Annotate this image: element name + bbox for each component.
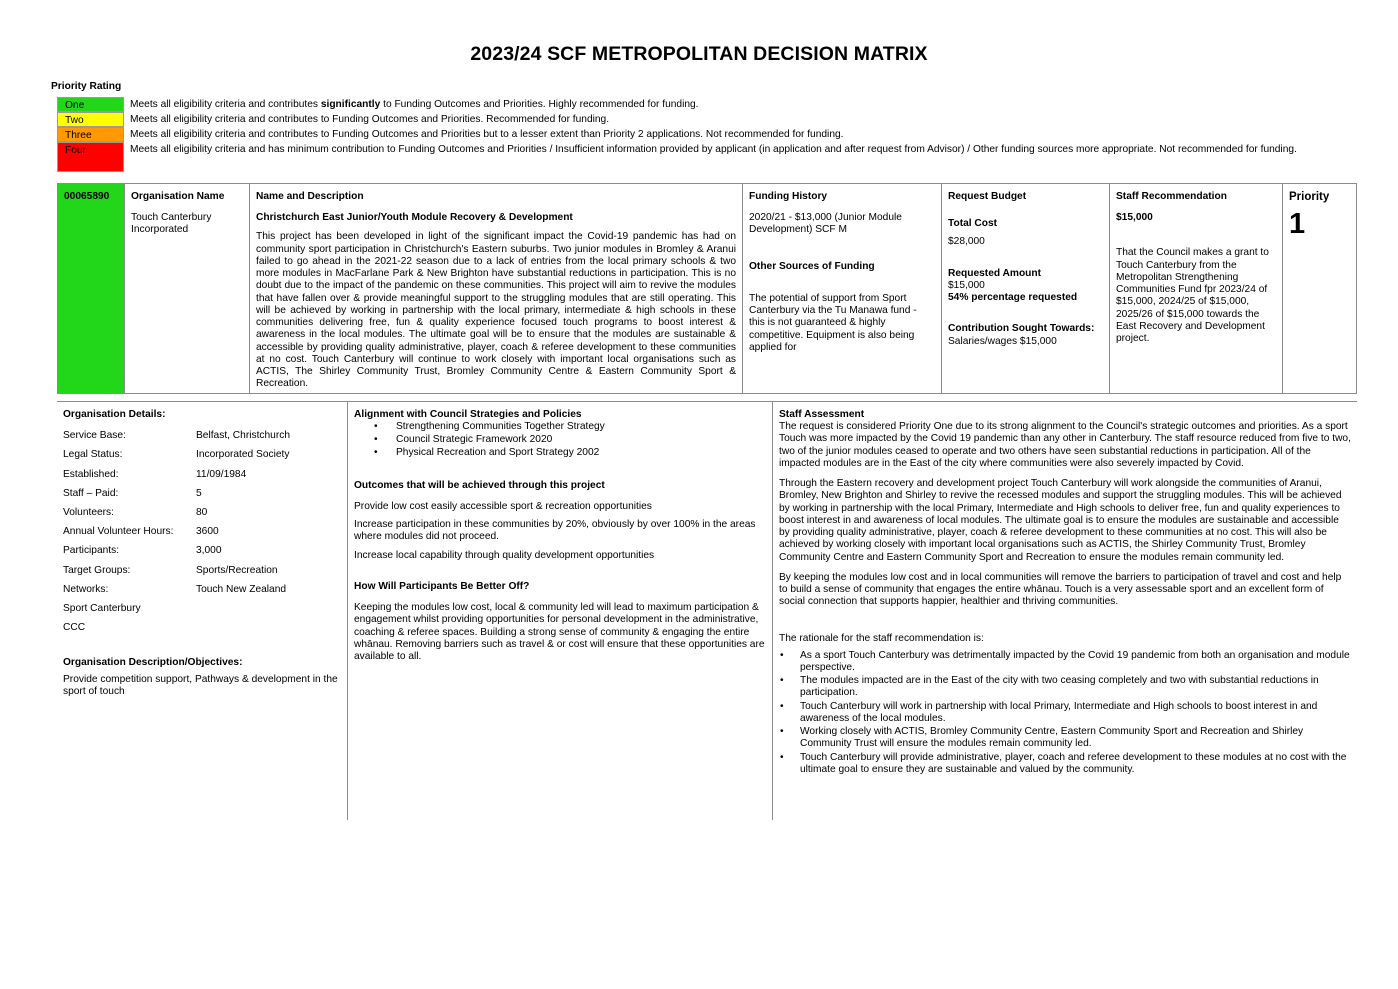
alignment-column xyxy=(348,402,773,820)
assessment-paragraph: The request is considered Priority One due to its strong alignment to the Council's strategic outcomes and priorities. As a sport Touch was more impacted by the Covid 19 pandemic than any other in Canterbury. The staff resource reduced from five to two, two of the junior modules ceased to operate and two others have seen substantial reductions in participation. All of the impacted modules are in the East of the city where communities were also severely impacted by Covid. xyxy=(779,421,1351,469)
org-name-heading: Organisation Name xyxy=(131,191,225,202)
network-item: Sport Canterbury xyxy=(63,602,141,614)
recommendation-text: That the Council makes a grant to Touch Canterbury from the Metropolitan Strengthening Communities Fund fpr 2023/24 of $15,000, 2024/25 of $15,000, 2025/26 of $15,000 towards the East Recovery and Development project. xyxy=(1116,247,1269,345)
decision-matrix-row xyxy=(57,183,1357,394)
priority-desc-two: Meets all eligibility criteria and contributes to Funding Outcomes and Priorities. Recommended for funding. xyxy=(130,114,610,125)
outcomes-heading: Outcomes that will be achieved through this project xyxy=(354,479,605,491)
application-id: 00065890 xyxy=(58,184,125,393)
priority-swatch-two: Two xyxy=(57,112,124,127)
org-details-heading: Organisation Details: xyxy=(63,409,166,420)
staff-assessment-column xyxy=(773,402,1357,820)
list-item: • Working closely with ACTIS, Bromley Community Centre, Eastern Community Sport and Recreation and Shirley Community Trust will ensure the modules remain community led. xyxy=(779,726,1351,750)
objectives-text: Provide competition support, Pathways & development in the sport of touch xyxy=(63,673,338,697)
funding-history-heading: Funding History xyxy=(749,191,828,202)
list-item: • Physical Recreation and Sport Strategy 2002 xyxy=(374,447,766,460)
priority-heading: Priority xyxy=(1289,191,1330,203)
project-description: This project has been developed in light of the significant impact the Covid-19 pandemic has had on community sport participation in Christchurch's Eastern suburbs. Two junior modules in Bromley & Aranui failed to go ahead in the 2021-22 season due to a lack of entries from the local primary schools & two more modules in MacFarlane Park & New Brighton have substantial reductions in participation. This is no doubt due to the impact of the pandemic on these communities. This project will aim to revive the modules that have fallen over & provide meaningful support to the struggling modules that are still operating. This will be achieved by working in partnership with the local primary, intermediate & high schools in these communities delivering free, fun & quality experience focused touch programs to boost interest & awareness in the local modules. The ultimate goal will be to ensure that the modules are sustainable & accessible by providing quality administrative, player, coach & referee development to these communities at no cost. Touch Canterbury will continue to work closely with important local organisations such as ACTIS, The Shirley Community Trust, Bromley Community Centre & Eastern Community Sport & Recreation. xyxy=(256,231,736,390)
network-item: CCC xyxy=(63,622,86,634)
requested-amount-value: $15,000 xyxy=(948,279,985,291)
requested-percentage: 54% percentage requested xyxy=(948,292,1078,304)
total-cost-value: $28,000 xyxy=(948,236,985,248)
priority-swatch-one: One xyxy=(57,97,124,112)
better-off-text: Keeping the modules low cost, local & community led will lead to maximum participation & engagement whilst providing opportunities for personal development in the administrative, coaching & referee spaces. Building a strong sense of community & engaging the entire whānau. Removing barriers such as travel & or cost will ensure that these opportunities are available to all. xyxy=(354,602,765,662)
description-cell xyxy=(250,184,743,393)
contribution-label: Contribution Sought Towards: xyxy=(948,323,1095,335)
other-sources-heading: Other Sources of Funding xyxy=(749,260,875,272)
request-budget-cell xyxy=(942,184,1110,393)
request-budget-heading: Request Budget xyxy=(948,191,1027,202)
detail-row: Participants: 3,000 xyxy=(63,545,222,557)
alignment-heading: Alignment with Council Strategies and Policies xyxy=(354,409,582,420)
priority-level-four xyxy=(57,142,1357,172)
detail-row: Staff – Paid: 5 xyxy=(63,487,202,499)
list-item: • Strengthening Communities Together Strategy xyxy=(374,421,766,434)
priority-legend xyxy=(57,97,1357,172)
priority-swatch-four: Four xyxy=(57,142,124,172)
list-item: • Touch Canterbury will work in partnership with local Primary, Intermediate and High schools to boost interest in and awareness of the local modules. xyxy=(779,701,1351,725)
strategy-list xyxy=(374,421,766,459)
priority-cell xyxy=(1283,184,1358,393)
funding-history-cell xyxy=(743,184,942,393)
detail-row: Legal Status: Incorporated Society xyxy=(63,449,290,461)
better-off-heading: How Will Participants Be Better Off? xyxy=(354,580,530,592)
list-item: • The modules impacted are in the East of the city with two ceasing completely and two with substantial reductions in participation. xyxy=(779,675,1351,699)
rationale-intro: The rationale for the staff recommendation is: xyxy=(779,632,984,644)
priority-level-one xyxy=(57,97,1357,112)
recommended-amount: $15,000 xyxy=(1116,212,1153,224)
requested-amount-label: Requested Amount xyxy=(948,267,1042,279)
priority-desc-four: Meets all eligibility criteria and has minimum contribution to Funding Outcomes and Priorities / Insufficient information provided by applicant (in application and after request from Advisor) / Other funding sources more appropriate. Not recommended for funding. xyxy=(130,144,1297,155)
contribution-value: Salaries/wages $15,000 xyxy=(948,335,1057,347)
staff-assessment-heading: Staff Assessment xyxy=(779,409,865,420)
staff-recommendation-cell xyxy=(1110,184,1283,393)
org-name: Touch Canterbury Incorporated xyxy=(131,212,212,236)
priority-desc-three: Meets all eligibility criteria and contributes to Funding Outcomes and Priorities but to a lesser extent than Priority 2 applications. Not recommended for funding. xyxy=(130,129,844,140)
organisation-details-column xyxy=(57,402,348,820)
priority-swatch-three: Three xyxy=(57,127,124,142)
outcome-item: Provide low cost easily accessible sport & recreation opportunities xyxy=(354,500,652,512)
list-item: • Council Strategic Framework 2020 xyxy=(374,434,766,447)
outcome-item: Increase local capability through quality development opportunities xyxy=(354,549,655,561)
outcome-item: Increase participation in these communities by 20%, obviously by over 100% in the areas where modules did not proceed. xyxy=(354,519,756,543)
detail-row: Annual Volunteer Hours: 3600 xyxy=(63,526,219,538)
objectives-heading: Organisation Description/Objectives: xyxy=(63,657,243,669)
page-title: 2023/24 SCF METROPOLITAN DECISION MATRIX xyxy=(470,43,928,65)
total-cost-label: Total Cost xyxy=(948,218,998,230)
priority-rating-heading: Priority Rating xyxy=(51,81,122,92)
priority-value: 1 xyxy=(1289,207,1306,240)
priority-desc-one: Meets all eligibility criteria and contributes significantly to Funding Outcomes and Priorities. Highly recommended for funding. xyxy=(130,99,699,110)
priority-level-two xyxy=(57,112,1357,127)
detail-row: Established: 11/09/1984 xyxy=(63,468,247,480)
detail-row: Volunteers: 80 xyxy=(63,506,208,518)
other-sources-text: The potential of support from Sport Canterbury via the Tu Manawa fund - this is not guaranteed & highly competitive. Equipment is also being applied for xyxy=(749,292,917,353)
detail-row: Target Groups: Sports/Recreation xyxy=(63,564,278,576)
assessment-paragraph: By keeping the modules low cost and in local communities will remove the barriers to participation of travel and cost and help to build a sense of community that engages the entire whānau. Touch is a very assessable sport and an excellent form of social connection that supports happier, healthier and thriving communities. xyxy=(779,571,1342,608)
details-section xyxy=(57,402,1357,820)
organisation-cell xyxy=(125,184,250,393)
project-title: Christchurch East Junior/Youth Module Recovery & Development xyxy=(256,212,573,224)
list-item: • Touch Canterbury will provide administrative, player, coach and referee development to these modules at no cost with the ultimate goal to ensure they are sustainable and valued by the community. xyxy=(779,752,1351,776)
detail-row: Networks: Touch New Zealand xyxy=(63,583,287,595)
detail-row: Service Base: Belfast, Christchurch xyxy=(63,430,290,442)
priority-level-three xyxy=(57,127,1357,142)
funding-history-text: 2020/21 - $13,000 (Junior Module Development) SCF M xyxy=(749,212,902,236)
list-item: • As a sport Touch Canterbury was detrimentally impacted by the Covid 19 pandemic from both an organisation and module perspective. xyxy=(779,650,1351,674)
description-heading: Name and Description xyxy=(256,191,364,202)
assessment-paragraph: Through the Eastern recovery and development project Touch Canterbury will work alongside the communities of Aranui, Bromley, New Brighton and Shirley to revive the recessed modules and support the struggling modules. This will be achieved by working in partnership with the local Primary, Intermediate and High schools to deliver free, fun and quality experiences to boost interest in and awareness of local modules. The ultimate goal is to ensure the modules are sustainable and accessible by providing quality administrative, player, coach & referee development to these communities at no cost. This will also be achieved by working closely with important local organisations such as ACTIS, the Shirley Community Trust, Bromley Community Centre and Eastern Community Sport and Recreation to ensure the modules remain community led. xyxy=(779,478,1342,563)
rationale-list xyxy=(779,650,1351,776)
staff-recommendation-heading: Staff Recommendation xyxy=(1116,191,1227,202)
